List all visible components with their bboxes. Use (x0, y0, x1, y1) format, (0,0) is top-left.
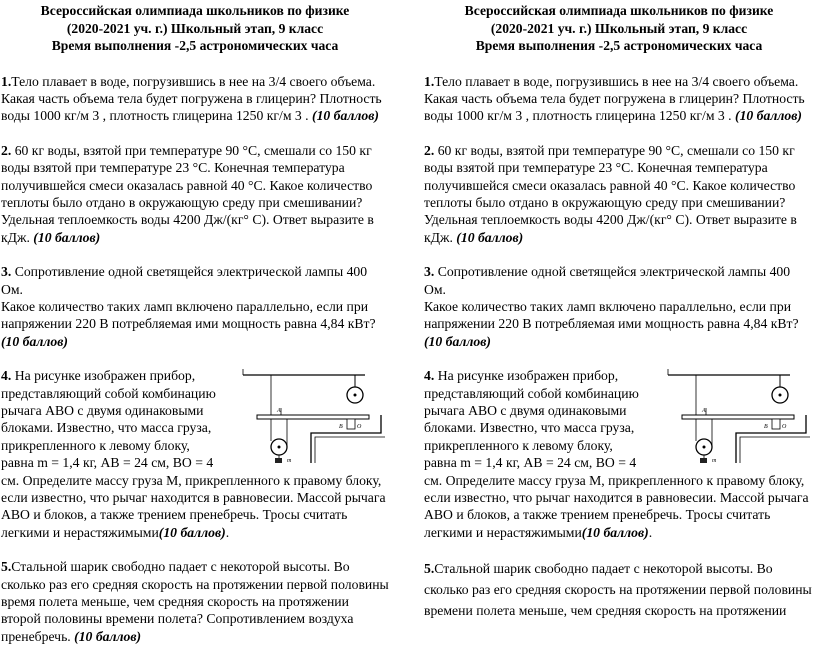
header-duration: Время выполнения -2,5 астрономических часа (475, 38, 763, 53)
problem-number: 2. (1, 142, 12, 158)
header (1, 2, 389, 55)
problem-number: 1. (1, 73, 12, 89)
lever-pulley-figure (235, 367, 385, 463)
header-year: (2020-2021 уч. г.) Школьный этап, 9 класс (490, 20, 748, 36)
problem-2: 2. 60 кг воды, взятой при температуре 90 °С, смешали со 150 кг воды взятой при температуре 23 °С. Конечная температура получившейся смеси оказалась равной 40 °С. Какое количество теплоты было отдано в окружающую среду при смешивании? Удельная теплоемкость воды 4200 Дж/(кг° С). Ответ выразите в кДж. (10 баллов) (424, 142, 797, 245)
label-b: B (764, 424, 768, 431)
points: (10 баллов) (312, 108, 379, 124)
problem-5: 5.Стальной шарик свободно падает с некоторой высоты. Во сколько раз его средняя скорость на протяжении первой половины времени полета меньше, чем средняя скорость на протяжении (424, 561, 812, 619)
problem-number: 1. (424, 73, 435, 89)
points: (10 баллов) (581, 524, 649, 540)
problem-2: 2. 60 кг воды, взятой при температуре 90 °С, смешали со 150 кг воды взятой при температуре 23 °С. Конечная температура получившейся смеси оказалась равной 40 °С. Какое количество теплоты было отдано в окружающую среду при смешивании? Удельная теплоемкость воды 4200 Дж/(кг° С). Ответ выразите в кДж. (10 баллов) (1, 142, 374, 245)
left-column (1, 2, 389, 645)
problem-number: 3. (424, 264, 435, 280)
problem-number: 5. (1, 559, 12, 575)
problem-4: A B O m 4. На рисунке изображен прибор, представляющий собой комбинацию рычага АВО с двумя одинаковыми блоками. Известно, что масса груза, прикрепленного к левому блоку, равна m = 1,4 кг, АВ = 24 см, ВО = 4 см. Определите массу груза М, прикрепленного к правому блоку, если известно, что рычаг находится в равновесии. Массой рычага АВО и блоков, а также трением пренебречь. Тросы считать легкими и нерастяжимыми(10 баллов). (1, 368, 386, 540)
header-title: Всероссийская олимпиада школьников по физике (464, 3, 774, 18)
label-m: m (287, 458, 292, 464)
label-a: A (702, 408, 706, 415)
problem-number: 3. (1, 264, 12, 280)
problem-1: 1.Тело плавает в воде, погрузившись в нее на 3/4 своего объема. Какая часть объема тела будет погружена в глицерин? Плотность воды 1000 кг/м 3 , плотность глицерина 1250 кг/м 3 . (10 баллов) (424, 73, 805, 124)
problem-4: A B O m 4. На рисунке изображен прибор, представляющий собой комбинацию рычага АВО с двумя одинаковыми блоками. Известно, что масса груза, прикрепленного к левому блоку, равна m = 1,4 кг, АВ = 24 см, ВО = 4 см. Определите массу груза М, прикрепленного к правому блоку, если известно, что рычаг находится в равновесии. Массой рычага АВО и блоков, а также трением пренебречь. Тросы считать легкими и нерастяжимыми(10 баллов). (424, 368, 809, 540)
points: (10 баллов) (735, 108, 802, 124)
label-o: O (357, 424, 362, 431)
points: (10 баллов) (74, 628, 142, 644)
problem-number: 2. (424, 142, 435, 158)
label-a: A (277, 408, 281, 415)
header-year: (2020-2021 уч. г.) Школьный этап, 9 класс (66, 20, 324, 36)
problem-3: 3. Сопротивление одной светящейся электрической лампы 400 Ом. Какое количество таких ламп включено параллельно, если при напряжении 220 В потребляемая ими мощность равна 4,84 кВт? (10 баллов) (1, 264, 376, 349)
points: (10 баллов) (424, 333, 491, 349)
problem-number: 4. (1, 368, 12, 384)
problem-3: 3. Сопротивление одной светящейся электрической лампы 400 Ом. Какое количество таких ламп включено параллельно, если при напряжении 220 В потребляемая ими мощность равна 4,84 кВт? (10 баллов) (424, 264, 799, 349)
problem-number: 4. (424, 368, 435, 384)
points: (10 баллов) (1, 333, 68, 349)
lever-pulley-figure (660, 367, 810, 463)
points: (10 баллов) (456, 229, 524, 245)
problem-number: 5. (424, 561, 435, 577)
points: (10 баллов) (158, 524, 226, 540)
header-duration: Время выполнения -2,5 астрономических часа (51, 38, 339, 53)
points: (10 баллов) (33, 229, 101, 245)
label-b: B (339, 424, 343, 431)
problem-5: 5.Стальной шарик свободно падает с некоторой высоты. Во сколько раз его средняя скорость на протяжении первой половины время полета меньше, чем средняя скорость на протяжении второй половины времени полета? Сопротивлением воздуха пренебречь. (10 баллов) (1, 559, 389, 644)
header (424, 2, 814, 55)
header-title: Всероссийская олимпиада школьников по физике (40, 3, 350, 18)
problem-1: 1.Тело плавает в воде, погрузившись в нее на 3/4 своего объема. Какая часть объема тела будет погружена в глицерин? Плотность воды 1000 кг/м 3 , плотность глицерина 1250 кг/м 3 . (10 баллов) (1, 73, 382, 124)
label-o: O (782, 424, 787, 431)
label-m: m (712, 458, 717, 464)
right-column (424, 2, 814, 621)
